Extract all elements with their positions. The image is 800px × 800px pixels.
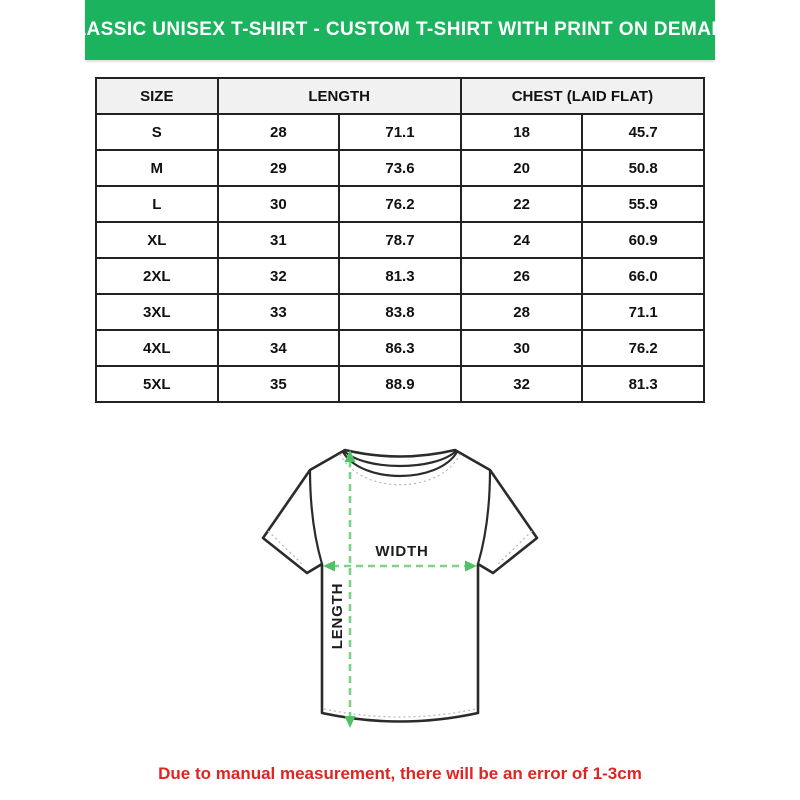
table-row (96, 114, 704, 150)
cell-length-cm: 78.7 (339, 222, 461, 258)
cell-length-cm: 86.3 (339, 330, 461, 366)
cell-chest-cm: 66.0 (582, 258, 704, 294)
cell-chest-in: 32 (461, 366, 583, 402)
cell-length-cm: 81.3 (339, 258, 461, 294)
cell-length-in: 35 (218, 366, 340, 402)
cell-size: L (96, 186, 218, 222)
cell-chest-in: 30 (461, 330, 583, 366)
table-row (96, 150, 704, 186)
cell-length-in: 28 (218, 114, 340, 150)
cell-chest-in: 26 (461, 258, 583, 294)
col-header-chest: CHEST (LAID FLAT) (461, 78, 704, 114)
tshirt-diagram (240, 438, 560, 750)
table-row (96, 186, 704, 222)
length-label: LENGTH (329, 582, 346, 650)
size-chart-container (95, 77, 705, 403)
product-title-banner (60, 0, 740, 60)
cell-length-cm: 71.1 (339, 114, 461, 150)
cell-chest-in: 22 (461, 186, 583, 222)
col-header-size: SIZE (96, 78, 218, 114)
tshirt-outline (263, 450, 537, 722)
table-row (96, 330, 704, 366)
width-label: WIDTH (375, 543, 429, 560)
cell-chest-in: 18 (461, 114, 583, 150)
table-row (96, 258, 704, 294)
cell-length-in: 31 (218, 222, 340, 258)
cell-length-in: 34 (218, 330, 340, 366)
cell-length-cm: 73.6 (339, 150, 461, 186)
col-header-length: LENGTH (218, 78, 461, 114)
product-title: CLASSIC UNISEX T-SHIRT - CUSTOM T-SHIRT WITH PRINT ON DEMAND (60, 19, 740, 40)
cell-chest-cm: 50.8 (582, 150, 704, 186)
cell-chest-in: 20 (461, 150, 583, 186)
table-row (96, 294, 704, 330)
table-row (96, 222, 704, 258)
cell-length-cm: 76.2 (339, 186, 461, 222)
cell-chest-cm: 81.3 (582, 366, 704, 402)
cell-length-cm: 83.8 (339, 294, 461, 330)
cell-length-in: 30 (218, 186, 340, 222)
cell-chest-cm: 71.1 (582, 294, 704, 330)
cell-size: 4XL (96, 330, 218, 366)
cell-chest-cm: 45.7 (582, 114, 704, 150)
size-chart-table (95, 77, 705, 403)
cell-size: XL (96, 222, 218, 258)
cell-chest-cm: 60.9 (582, 222, 704, 258)
cell-chest-cm: 76.2 (582, 330, 704, 366)
table-row (96, 366, 704, 402)
cell-size: 3XL (96, 294, 218, 330)
cell-length-in: 32 (218, 258, 340, 294)
cell-chest-in: 28 (461, 294, 583, 330)
cell-length-in: 33 (218, 294, 340, 330)
cell-size: S (96, 114, 218, 150)
cell-length-cm: 88.9 (339, 366, 461, 402)
cell-size: 2XL (96, 258, 218, 294)
measurement-disclaimer: Due to manual measurement, there will be an error of 1-3cm (158, 764, 642, 783)
cell-size: 5XL (96, 366, 218, 402)
cell-chest-cm: 55.9 (582, 186, 704, 222)
cell-length-in: 29 (218, 150, 340, 186)
table-header-row (96, 78, 704, 114)
cell-chest-in: 24 (461, 222, 583, 258)
cell-size: M (96, 150, 218, 186)
